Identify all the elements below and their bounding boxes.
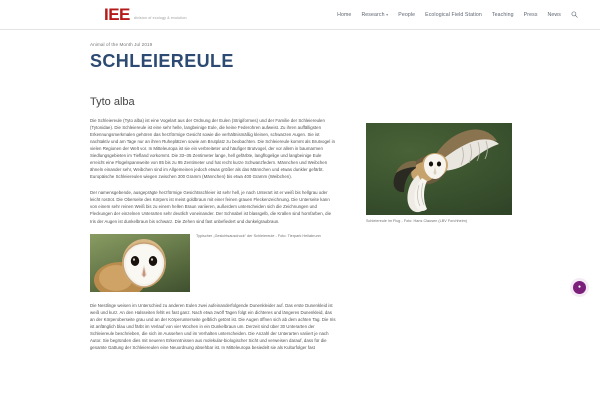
chevron-down-icon: ▾: [386, 11, 389, 17]
search-icon[interactable]: [571, 11, 578, 18]
article-paragraph: Die Nestlinge weisen im Unterschied zu anderen Eulen zwei aufeinanderfolgende Dunenkleider auf. Das erste Dunenkleid ist weiß und kurz. An den Halsseiten fehlt es fast ganz. Nach etwa zwölf Tagen folgt ein dichteres und längeres Dunenkleid, das an der Körperoberseite grau und an der Körperunterseite gelblich getönt ist. Die Augen öffnen sich ab dem achten Tag. Die Iris ist anfänglich blau und färbt im Verlauf von vier Wochen in ein Dunkelbraun um. Derzeit sind über 30 Unterarten der Schleiereule beschrieben, die sich im Aussehen und im Verhalten unterscheiden. Die Anzahl der Unterarten variiert je nach Autor. Sie begründen dies mit neueren Erkenntnissen aus molekular-biologischer Sicht und verweisen darauf, dass für die gesamte Gattung der Schleiereulen eine Neuordnung absehbar ist. In Mitteleuropa besiedelt sie als Kulturfolger fast: [90, 302, 336, 350]
floating-action-badge[interactable]: [573, 281, 586, 294]
brand-mark-text: IEE: [104, 5, 130, 24]
owl-face-photo: [90, 234, 190, 292]
nav-label-teaching: Teaching: [491, 11, 514, 18]
nav-item-ecological-field-station[interactable]: [425, 12, 482, 18]
nav-item-press[interactable]: [524, 12, 538, 18]
nav-label-news: News: [547, 11, 561, 18]
article-column: [90, 96, 336, 351]
nav-item-research[interactable]: [361, 12, 388, 18]
site-header: [0, 0, 600, 30]
page-title: SCHLEIEREULE: [90, 51, 234, 71]
figure-owl-face: [90, 234, 336, 292]
floating-badge-glyph: ●: [577, 284, 582, 290]
owl-face-caption: Typischer „Gesichtsausdruck“ der Schleiereule - Foto: Tierpark Hellabrunn: [196, 233, 321, 238]
article-container: [90, 30, 510, 351]
nav-item-news[interactable]: [548, 12, 561, 18]
nav-item-home[interactable]: [337, 12, 351, 18]
nav-item-teaching[interactable]: [492, 12, 514, 18]
figure-owl-flight: [366, 123, 512, 224]
nav-label-home: Home: [337, 11, 352, 18]
owl-flight-caption: Schleiereule im Flug - Foto: Hans Clausen (LBV Forchheim): [366, 219, 468, 223]
nav-label-research: Research: [361, 11, 385, 18]
nav-label-people: People: [398, 11, 416, 18]
nav-label-press: Press: [523, 11, 538, 18]
article-paragraph: Der namensgebende, ausgeprägte herzförmige Gesichtsschleier ist sehr hell, je nach Unterart ist er weiß bis hellgrau oder leicht rostrot. Die Oberseite des Körpers ist meist goldbraun mit einer feinen grauen Fleckenzeichnung. Die Unterseite kann von einem sehr reinen Weiß bis zu einem hellen Braun variieren, außerdem unterscheiden sich die Zeichnungen und Fleckungen der einzelnen Unterarten sehr deutlich voneinander. Der Schnabel ist blassgelb, die Krallen sind hornfarben, die Iris der Augen ist dunkelbraun bis schwarz. Die Zehen sind fast unbefiedert und dunkelgraubraun.: [90, 190, 332, 224]
nav-label-ecological-field-station: Ecological Field Station: [425, 11, 482, 18]
main-navigation: [337, 11, 586, 18]
nav-item-people[interactable]: [398, 12, 415, 18]
owl-flight-photo: [366, 123, 512, 215]
article-paragraph: Die Schleiereule (Tyto alba) ist eine Vogelart aus der Ordnung der Eulen (Strigiformes) und der Familie der Schleiereulen (Tytonidae). Die Schleiereule ist eine sehr helle, langbeinige Eule, die keine Federohren aufweist. Zu ihren auffälligsten Erkennungsmerkmalen gehören das herzförmige Gesicht sowie die verhältnismäßig kleinen, schwarzen Augen. Sie ist nachtaktiv und am Tage nur an ihren Ruheplätzen sowie am Brutplatz zu beobachten. Die Schleiereule kommt als Brutvogel in vielen Regionen der Welt vor. In Mitteleuropa ist sie ein verbreiteter und häufiger Brutvogel, der vor allem in baumarmen Siedlungsgebieten im Tiefland vorkommt. Die 33–35 Zentimeter lange, hell gefärbte, langflügelige und langbeinige Eule erreicht eine Flügelspannweite von 85 bis zu 95 Zentimeter und hat recht kurze Schwanzfedern. Männchen und Weibchen ähneln einander sehr, Weibchen sind im Allgemeinen jedoch etwas größer als das Männchen und etwas dunkler gefärbt. Europäische Schleiereulen wiegen zwischen 300 Gramm (Männchen) bis etwa 400 Gramm (Weibchen).: [90, 118, 335, 180]
site-logo[interactable]: [104, 6, 187, 23]
page-body: [0, 30, 600, 351]
article-eyebrow: Animal of the Month Jul 2019: [90, 42, 153, 47]
brand-tagline: division of ecology & evolution: [133, 16, 187, 20]
section-title: Tyto alba: [90, 96, 135, 108]
